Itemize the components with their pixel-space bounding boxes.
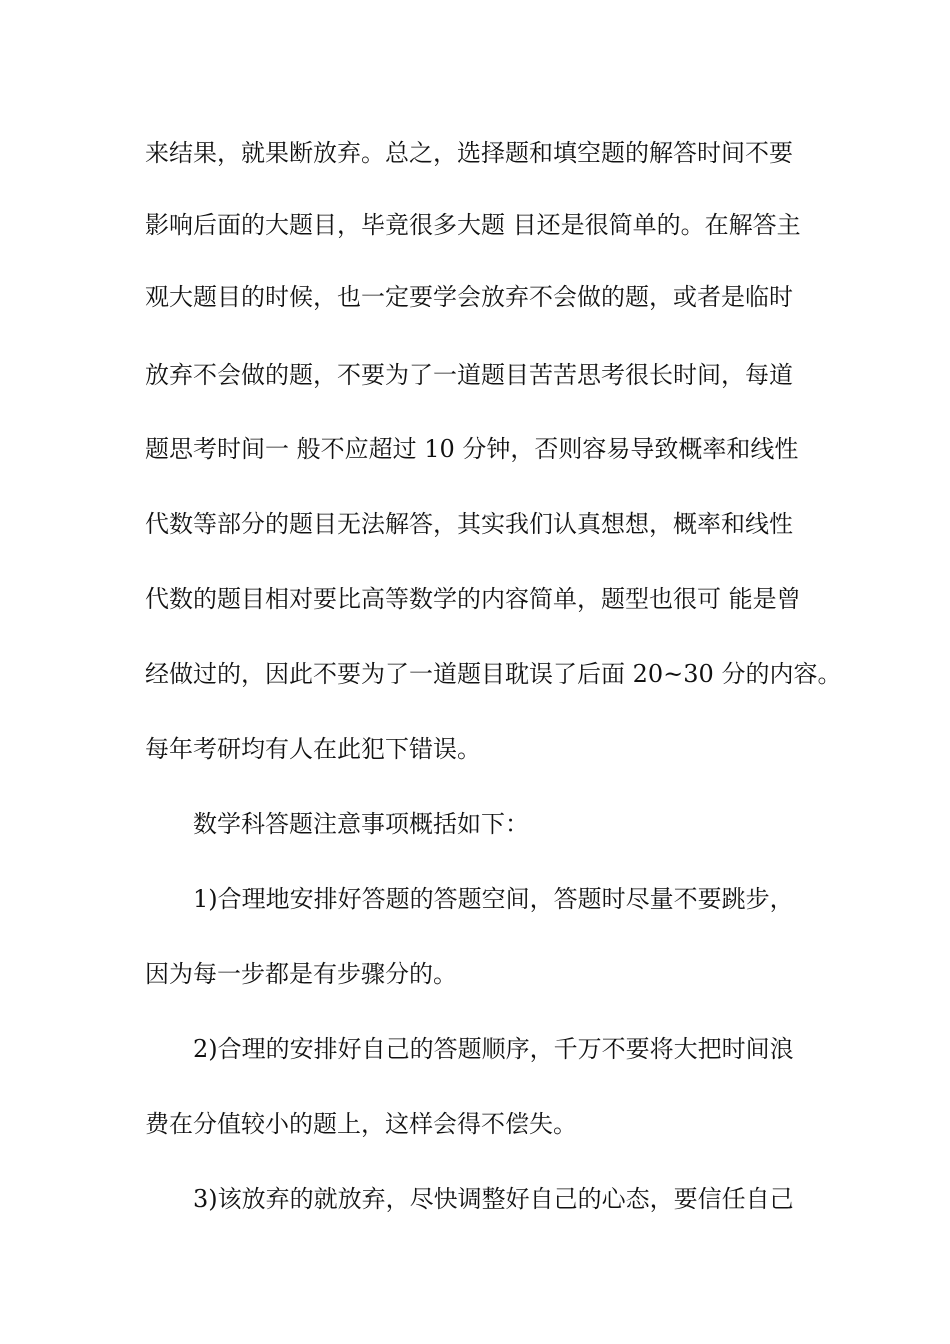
paragraph-line: 经做过的，因此不要为了一道题目耽误了后面 20~30 分的内容。 <box>145 660 842 688</box>
paragraph-line: 来结果，就果断放弃。总之，选择题和填空题的解答时间不要 <box>145 139 793 167</box>
list-item-continuation: 因为每一步都是有步骤分的。 <box>145 960 457 988</box>
paragraph-line: 每年考研均有人在此犯下错误。 <box>145 735 481 763</box>
paragraph-line: 影响后面的大题目，毕竟很多大题 目还是很简单的。在解答主 <box>145 211 801 239</box>
paragraph-line: 题思考时间一 般不应超过 10 分钟，否则容易导致概率和线性 <box>145 435 799 463</box>
paragraph-line: 代数等部分的题目无法解答，其实我们认真想想，概率和线性 <box>145 510 793 538</box>
list-item-line: 2)合理的安排好自己的答题顺序，千万不要将大把时间浪 <box>193 1035 794 1063</box>
paragraph-line: 代数的题目相对要比高等数学的内容简单，题型也很可 能是曾 <box>145 585 801 613</box>
list-item-continuation: 费在分值较小的题上，这样会得不偿失。 <box>145 1110 577 1138</box>
list-item-line: 3)该放弃的就放弃，尽快调整好自己的心态，要信任自己 <box>193 1185 794 1213</box>
section-heading-line: 数学科答题注意事项概括如下： <box>193 810 529 838</box>
paragraph-line: 放弃不会做的题，不要为了一道题目苦苦思考很长时间，每道 <box>145 361 793 389</box>
list-item-line: 1)合理地安排好答题的答题空间，答题时尽量不要跳步， <box>193 885 794 913</box>
paragraph-line: 观大题目的时候，也一定要学会放弃不会做的题，或者是临时 <box>145 283 793 311</box>
